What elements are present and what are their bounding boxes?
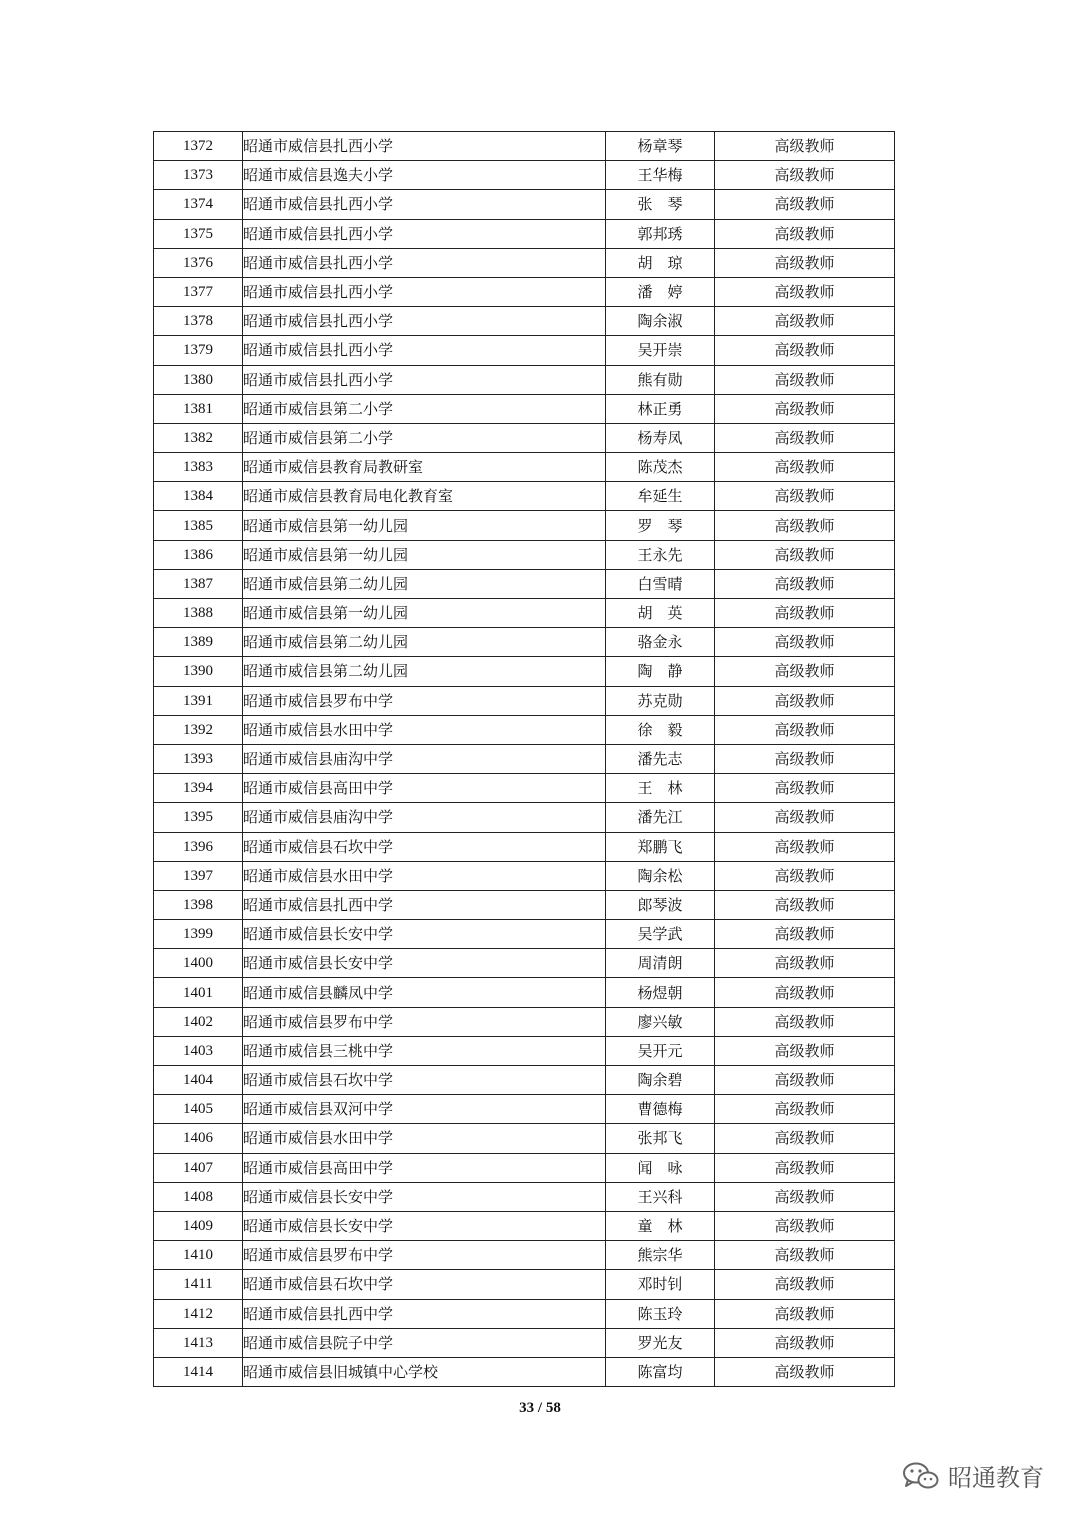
name-cell: 林正勇 — [606, 394, 715, 423]
title-cell: 高级教师 — [715, 1328, 895, 1357]
name-cell: 吴开崇 — [606, 336, 715, 365]
table-row — [154, 190, 895, 219]
table-row — [154, 365, 895, 394]
title-cell: 高级教师 — [715, 540, 895, 569]
watermark-text: 昭通教育 — [948, 1464, 1044, 1492]
title-cell: 高级教师 — [715, 161, 895, 190]
table-row — [154, 132, 895, 161]
name-cell: 陈富均 — [606, 1357, 715, 1386]
name-cell: 胡 琼 — [606, 248, 715, 277]
name-cell: 闻 咏 — [606, 1153, 715, 1182]
table-row — [154, 628, 895, 657]
name-cell: 张 琴 — [606, 190, 715, 219]
unit-cell: 昭通市威信县第一幼儿园 — [243, 599, 606, 628]
table-row — [154, 599, 895, 628]
row-number-cell: 1413 — [154, 1328, 243, 1357]
table-row — [154, 1036, 895, 1065]
row-number-cell: 1401 — [154, 978, 243, 1007]
unit-cell: 昭通市威信县第二小学 — [243, 423, 606, 452]
row-number-cell: 1414 — [154, 1357, 243, 1386]
table-row — [154, 482, 895, 511]
unit-cell: 昭通市威信县水田中学 — [243, 715, 606, 744]
row-number-cell: 1386 — [154, 540, 243, 569]
row-number-cell: 1373 — [154, 161, 243, 190]
name-cell: 杨章琴 — [606, 132, 715, 161]
page-number: 33 / 58 — [519, 1400, 561, 1416]
unit-cell: 昭通市威信县石坎中学 — [243, 1066, 606, 1095]
unit-cell: 昭通市威信县扎西小学 — [243, 248, 606, 277]
title-cell: 高级教师 — [715, 920, 895, 949]
table-row — [154, 832, 895, 861]
name-cell: 郎琴波 — [606, 890, 715, 919]
table-row — [154, 890, 895, 919]
unit-cell: 昭通市威信县第二幼儿园 — [243, 657, 606, 686]
row-number-cell: 1377 — [154, 277, 243, 306]
unit-cell: 昭通市威信县庙沟中学 — [243, 803, 606, 832]
unit-cell: 昭通市威信县教育局教研室 — [243, 453, 606, 482]
row-number-cell: 1403 — [154, 1036, 243, 1065]
title-cell: 高级教师 — [715, 1241, 895, 1270]
title-cell: 高级教师 — [715, 1182, 895, 1211]
unit-cell: 昭通市威信县长安中学 — [243, 1182, 606, 1211]
table-row — [154, 1095, 895, 1124]
row-number-cell: 1397 — [154, 861, 243, 890]
row-number-cell: 1408 — [154, 1182, 243, 1211]
unit-cell: 昭通市威信县高田中学 — [243, 1153, 606, 1182]
teacher-roster-table — [153, 131, 895, 1387]
title-cell: 高级教师 — [715, 744, 895, 773]
name-cell: 童 林 — [606, 1211, 715, 1240]
name-cell: 徐 毅 — [606, 715, 715, 744]
unit-cell: 昭通市威信县扎西小学 — [243, 307, 606, 336]
row-number-cell: 1399 — [154, 920, 243, 949]
unit-cell: 昭通市威信县双河中学 — [243, 1095, 606, 1124]
table-row — [154, 453, 895, 482]
title-cell: 高级教师 — [715, 511, 895, 540]
name-cell: 杨寿凤 — [606, 423, 715, 452]
title-cell: 高级教师 — [715, 1357, 895, 1386]
row-number-cell: 1378 — [154, 307, 243, 336]
unit-cell: 昭通市威信县庙沟中学 — [243, 744, 606, 773]
row-number-cell: 1393 — [154, 744, 243, 773]
title-cell: 高级教师 — [715, 1124, 895, 1153]
title-cell: 高级教师 — [715, 1007, 895, 1036]
row-number-cell: 1402 — [154, 1007, 243, 1036]
unit-cell: 昭通市威信县罗布中学 — [243, 1007, 606, 1036]
name-cell: 郑鹏飞 — [606, 832, 715, 861]
row-number-cell: 1404 — [154, 1066, 243, 1095]
watermark — [902, 1458, 1044, 1493]
title-cell: 高级教师 — [715, 715, 895, 744]
name-cell: 苏克勋 — [606, 686, 715, 715]
name-cell: 陈玉玲 — [606, 1299, 715, 1328]
title-cell: 高级教师 — [715, 949, 895, 978]
name-cell: 周清朗 — [606, 949, 715, 978]
title-cell: 高级教师 — [715, 423, 895, 452]
title-cell: 高级教师 — [715, 686, 895, 715]
unit-cell: 昭通市威信县旧城镇中心学校 — [243, 1357, 606, 1386]
unit-cell: 昭通市威信县扎西小学 — [243, 336, 606, 365]
name-cell: 陶余松 — [606, 861, 715, 890]
row-number-cell: 1375 — [154, 219, 243, 248]
row-number-cell: 1372 — [154, 132, 243, 161]
name-cell: 王华梅 — [606, 161, 715, 190]
row-number-cell: 1396 — [154, 832, 243, 861]
name-cell: 吴开元 — [606, 1036, 715, 1065]
title-cell: 高级教师 — [715, 978, 895, 1007]
name-cell: 胡 英 — [606, 599, 715, 628]
roster-table-body — [154, 132, 895, 1387]
row-number-cell: 1380 — [154, 365, 243, 394]
table-row — [154, 861, 895, 890]
name-cell: 潘先江 — [606, 803, 715, 832]
row-number-cell: 1390 — [154, 657, 243, 686]
unit-cell: 昭通市威信县三桃中学 — [243, 1036, 606, 1065]
unit-cell: 昭通市威信县第一幼儿园 — [243, 511, 606, 540]
table-row — [154, 1007, 895, 1036]
row-number-cell: 1411 — [154, 1270, 243, 1299]
title-cell: 高级教师 — [715, 1153, 895, 1182]
row-number-cell: 1400 — [154, 949, 243, 978]
table-row — [154, 336, 895, 365]
name-cell: 牟延生 — [606, 482, 715, 511]
unit-cell: 昭通市威信县扎西中学 — [243, 1299, 606, 1328]
name-cell: 熊有勋 — [606, 365, 715, 394]
table-row — [154, 774, 895, 803]
title-cell: 高级教师 — [715, 890, 895, 919]
title-cell: 高级教师 — [715, 453, 895, 482]
title-cell: 高级教师 — [715, 132, 895, 161]
title-cell: 高级教师 — [715, 394, 895, 423]
table-row — [154, 307, 895, 336]
name-cell: 白雪晴 — [606, 569, 715, 598]
table-row — [154, 569, 895, 598]
table-row — [154, 540, 895, 569]
title-cell: 高级教师 — [715, 569, 895, 598]
unit-cell: 昭通市威信县扎西小学 — [243, 277, 606, 306]
name-cell: 潘 婷 — [606, 277, 715, 306]
row-number-cell: 1387 — [154, 569, 243, 598]
row-number-cell: 1388 — [154, 599, 243, 628]
row-number-cell: 1382 — [154, 423, 243, 452]
name-cell: 郭邦琇 — [606, 219, 715, 248]
row-number-cell: 1379 — [154, 336, 243, 365]
row-number-cell: 1409 — [154, 1211, 243, 1240]
table-row — [154, 1153, 895, 1182]
table-row — [154, 657, 895, 686]
unit-cell: 昭通市威信县长安中学 — [243, 949, 606, 978]
unit-cell: 昭通市威信县长安中学 — [243, 1211, 606, 1240]
unit-cell: 昭通市威信县石坎中学 — [243, 832, 606, 861]
row-number-cell: 1376 — [154, 248, 243, 277]
wechat-icon — [902, 1461, 940, 1491]
title-cell: 高级教师 — [715, 1270, 895, 1299]
table-row — [154, 423, 895, 452]
unit-cell: 昭通市威信县麟凤中学 — [243, 978, 606, 1007]
row-number-cell: 1406 — [154, 1124, 243, 1153]
name-cell: 曹德梅 — [606, 1095, 715, 1124]
unit-cell: 昭通市威信县扎西小学 — [243, 219, 606, 248]
table-row — [154, 1270, 895, 1299]
title-cell: 高级教师 — [715, 219, 895, 248]
title-cell: 高级教师 — [715, 365, 895, 394]
unit-cell: 昭通市威信县长安中学 — [243, 920, 606, 949]
table-row — [154, 920, 895, 949]
title-cell: 高级教师 — [715, 803, 895, 832]
row-number-cell: 1374 — [154, 190, 243, 219]
table-row — [154, 978, 895, 1007]
unit-cell: 昭通市威信县水田中学 — [243, 861, 606, 890]
table-row — [154, 219, 895, 248]
table-row — [154, 1357, 895, 1386]
unit-cell: 昭通市威信县第二幼儿园 — [243, 628, 606, 657]
table-row — [154, 1211, 895, 1240]
row-number-cell: 1392 — [154, 715, 243, 744]
table-row — [154, 511, 895, 540]
title-cell: 高级教师 — [715, 657, 895, 686]
unit-cell: 昭通市威信县扎西中学 — [243, 890, 606, 919]
name-cell: 罗 琴 — [606, 511, 715, 540]
table-row — [154, 1124, 895, 1153]
unit-cell: 昭通市威信县教育局电化教育室 — [243, 482, 606, 511]
name-cell: 王永先 — [606, 540, 715, 569]
unit-cell: 昭通市威信县罗布中学 — [243, 686, 606, 715]
table-row — [154, 394, 895, 423]
row-number-cell: 1394 — [154, 774, 243, 803]
unit-cell: 昭通市威信县扎西小学 — [243, 365, 606, 394]
name-cell: 陶余淑 — [606, 307, 715, 336]
name-cell: 罗光友 — [606, 1328, 715, 1357]
name-cell: 杨煜朝 — [606, 978, 715, 1007]
name-cell: 吴学武 — [606, 920, 715, 949]
name-cell: 陶 静 — [606, 657, 715, 686]
title-cell: 高级教师 — [715, 861, 895, 890]
table-row — [154, 1241, 895, 1270]
table-row — [154, 1299, 895, 1328]
row-number-cell: 1391 — [154, 686, 243, 715]
title-cell: 高级教师 — [715, 1036, 895, 1065]
row-number-cell: 1407 — [154, 1153, 243, 1182]
unit-cell: 昭通市威信县逸夫小学 — [243, 161, 606, 190]
name-cell: 陈茂杰 — [606, 453, 715, 482]
table-row — [154, 248, 895, 277]
table-row — [154, 1328, 895, 1357]
row-number-cell: 1412 — [154, 1299, 243, 1328]
title-cell: 高级教师 — [715, 1095, 895, 1124]
table-row — [154, 1182, 895, 1211]
row-number-cell: 1395 — [154, 803, 243, 832]
table-row — [154, 277, 895, 306]
row-number-cell: 1383 — [154, 453, 243, 482]
title-cell: 高级教师 — [715, 482, 895, 511]
table-row — [154, 744, 895, 773]
unit-cell: 昭通市威信县第二小学 — [243, 394, 606, 423]
title-cell: 高级教师 — [715, 628, 895, 657]
name-cell: 邓时钊 — [606, 1270, 715, 1299]
table-row — [154, 161, 895, 190]
name-cell: 熊宗华 — [606, 1241, 715, 1270]
name-cell: 陶余碧 — [606, 1066, 715, 1095]
title-cell: 高级教师 — [715, 1066, 895, 1095]
title-cell: 高级教师 — [715, 277, 895, 306]
row-number-cell: 1389 — [154, 628, 243, 657]
unit-cell: 昭通市威信县第二幼儿园 — [243, 569, 606, 598]
title-cell: 高级教师 — [715, 307, 895, 336]
table-row — [154, 715, 895, 744]
title-cell: 高级教师 — [715, 248, 895, 277]
row-number-cell: 1398 — [154, 890, 243, 919]
title-cell: 高级教师 — [715, 190, 895, 219]
table-row — [154, 949, 895, 978]
unit-cell: 昭通市威信县扎西小学 — [243, 132, 606, 161]
table-row — [154, 686, 895, 715]
row-number-cell: 1410 — [154, 1241, 243, 1270]
title-cell: 高级教师 — [715, 1299, 895, 1328]
title-cell: 高级教师 — [715, 832, 895, 861]
row-number-cell: 1385 — [154, 511, 243, 540]
row-number-cell: 1405 — [154, 1095, 243, 1124]
unit-cell: 昭通市威信县扎西小学 — [243, 190, 606, 219]
row-number-cell: 1381 — [154, 394, 243, 423]
name-cell: 张邦飞 — [606, 1124, 715, 1153]
title-cell: 高级教师 — [715, 599, 895, 628]
name-cell: 王兴科 — [606, 1182, 715, 1211]
name-cell: 王 林 — [606, 774, 715, 803]
unit-cell: 昭通市威信县水田中学 — [243, 1124, 606, 1153]
title-cell: 高级教师 — [715, 774, 895, 803]
table-row — [154, 1066, 895, 1095]
name-cell: 廖兴敏 — [606, 1007, 715, 1036]
title-cell: 高级教师 — [715, 1211, 895, 1240]
unit-cell: 昭通市威信县第一幼儿园 — [243, 540, 606, 569]
unit-cell: 昭通市威信县院子中学 — [243, 1328, 606, 1357]
unit-cell: 昭通市威信县高田中学 — [243, 774, 606, 803]
unit-cell: 昭通市威信县罗布中学 — [243, 1241, 606, 1270]
row-number-cell: 1384 — [154, 482, 243, 511]
name-cell: 骆金永 — [606, 628, 715, 657]
name-cell: 潘先志 — [606, 744, 715, 773]
title-cell: 高级教师 — [715, 336, 895, 365]
unit-cell: 昭通市威信县石坎中学 — [243, 1270, 606, 1299]
table-row — [154, 803, 895, 832]
